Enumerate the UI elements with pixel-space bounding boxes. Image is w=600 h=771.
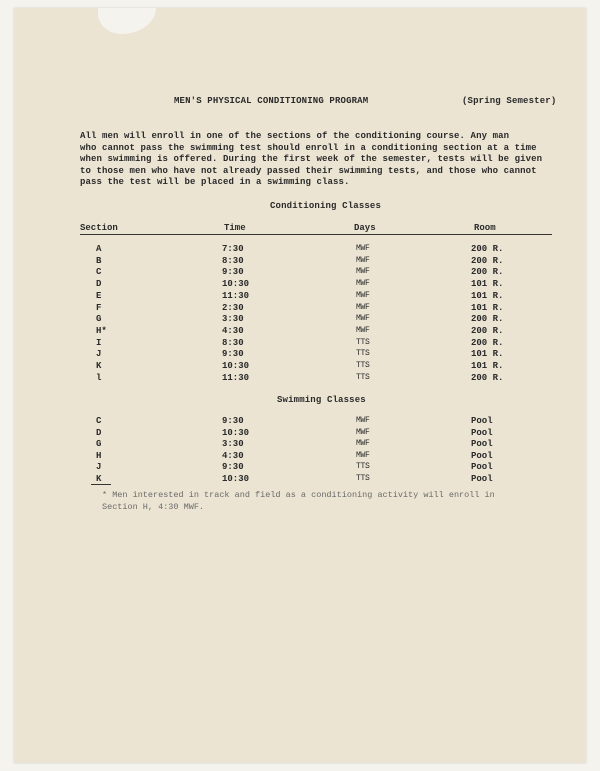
footnote-line: Section H, 4:30 MWF. bbox=[102, 502, 205, 512]
cell-section: K bbox=[96, 361, 102, 371]
cell-time: 2:30 bbox=[222, 302, 244, 313]
cell-room: 200 R. bbox=[471, 325, 504, 336]
cell-days: MWF bbox=[356, 439, 370, 448]
cell-time: 3:30 bbox=[222, 439, 244, 449]
table-row bbox=[0, 256, 600, 267]
column-header-section: Section bbox=[80, 223, 118, 233]
cell-days: TTS bbox=[356, 361, 370, 370]
column-header-time: Time bbox=[224, 223, 246, 233]
semester-label: (Spring Semester) bbox=[462, 96, 557, 106]
column-header-room: Room bbox=[474, 223, 496, 233]
cell-section: l bbox=[96, 372, 102, 383]
table-row bbox=[0, 361, 600, 372]
cell-time: 9:30 bbox=[222, 349, 244, 360]
cell-time: 10:30 bbox=[222, 473, 250, 484]
table-row bbox=[0, 279, 600, 290]
swimming-heading: Swimming Classes bbox=[277, 395, 366, 405]
cell-days: MWF bbox=[356, 279, 370, 289]
cell-days: MWF bbox=[356, 450, 370, 460]
cell-time: 11:30 bbox=[222, 372, 250, 383]
cell-time: 10:30 bbox=[222, 427, 250, 438]
table-row bbox=[0, 349, 600, 360]
cell-days: MWF bbox=[356, 314, 370, 324]
cell-section: J bbox=[96, 349, 102, 360]
cell-time: 10:30 bbox=[222, 361, 250, 371]
cell-room: 200 R. bbox=[471, 372, 504, 383]
intro-line: to those men who have not already passed their swimming tests, and those who cannot bbox=[80, 165, 537, 176]
cell-section: I bbox=[96, 337, 102, 348]
conditioning-heading: Conditioning Classes bbox=[270, 201, 382, 211]
cell-time: 10:30 bbox=[222, 279, 250, 290]
cell-time: 11:30 bbox=[222, 290, 250, 301]
cell-time: 9:30 bbox=[222, 416, 244, 426]
underline-mark bbox=[91, 484, 111, 485]
table-row bbox=[0, 474, 600, 485]
cell-room: Pool bbox=[471, 473, 493, 484]
cell-time: 9:30 bbox=[222, 462, 244, 472]
cell-time: 7:30 bbox=[222, 244, 244, 254]
cell-section: B bbox=[96, 255, 102, 266]
table-row bbox=[0, 338, 600, 349]
intro-line: when swimming is offered. During the first week of the semester, tests will be given bbox=[80, 154, 543, 165]
table-row bbox=[0, 314, 600, 325]
table-row bbox=[0, 303, 600, 314]
cell-section: D bbox=[96, 427, 102, 438]
cell-days: TTS bbox=[356, 462, 370, 471]
cell-days: MWF bbox=[356, 244, 370, 253]
cell-room: Pool bbox=[471, 462, 493, 472]
cell-days: TTS bbox=[356, 349, 370, 359]
table-row bbox=[0, 291, 600, 302]
cell-days: TTS bbox=[356, 337, 370, 347]
cell-room: 101 R. bbox=[471, 290, 504, 301]
cell-section: F bbox=[96, 302, 102, 313]
cell-time: 9:30 bbox=[222, 267, 244, 278]
table-row bbox=[0, 439, 600, 450]
cell-days: MWF bbox=[356, 267, 370, 277]
cell-days: MWF bbox=[356, 416, 370, 425]
document-title: MEN'S PHYSICAL CONDITIONING PROGRAM bbox=[174, 96, 369, 106]
cell-time: 4:30 bbox=[222, 450, 244, 461]
cell-days: MWF bbox=[356, 427, 370, 437]
intro-line: who cannot pass the swimming test should enroll in a conditioning section at a time bbox=[80, 142, 537, 153]
intro-paragraph bbox=[80, 131, 560, 189]
cell-room: Pool bbox=[471, 439, 493, 449]
cell-time: 3:30 bbox=[222, 314, 244, 325]
table-row bbox=[0, 462, 600, 473]
cell-section: E bbox=[96, 290, 102, 301]
table-row bbox=[0, 416, 600, 427]
cell-room: 200 R. bbox=[471, 314, 504, 325]
cell-room: 101 R. bbox=[471, 361, 504, 371]
cell-room: Pool bbox=[471, 450, 493, 461]
cell-room: 200 R. bbox=[471, 255, 504, 266]
cell-days: MWF bbox=[356, 325, 370, 335]
cell-days: MWF bbox=[356, 302, 370, 312]
cell-room: 200 R. bbox=[471, 267, 504, 278]
cell-section: H bbox=[96, 450, 102, 461]
cell-time: 4:30 bbox=[222, 325, 244, 336]
cell-time: 8:30 bbox=[222, 255, 244, 266]
column-header-days: Days bbox=[354, 223, 376, 233]
cell-room: Pool bbox=[471, 416, 493, 426]
cell-section: G bbox=[96, 314, 102, 325]
footnote-line: * Men interested in track and field as a conditioning activity will enroll in bbox=[102, 490, 495, 500]
cell-days: TTS bbox=[356, 372, 370, 382]
cell-section: G bbox=[96, 439, 102, 449]
cell-days: TTS bbox=[356, 473, 370, 483]
cell-time: 8:30 bbox=[222, 337, 244, 348]
cell-section: K bbox=[96, 473, 102, 484]
cell-room: 101 R. bbox=[471, 349, 504, 360]
table-row bbox=[0, 326, 600, 337]
cell-section: A bbox=[96, 244, 102, 254]
cell-days: MWF bbox=[356, 255, 370, 265]
cell-section: D bbox=[96, 279, 102, 290]
cell-section: C bbox=[96, 416, 102, 426]
table-row bbox=[0, 244, 600, 255]
table-row bbox=[0, 373, 600, 384]
cell-room: 200 R. bbox=[471, 244, 504, 254]
cell-days: MWF bbox=[356, 290, 370, 300]
paper-sheet bbox=[14, 8, 586, 763]
intro-line: All men will enroll in one of the sections of the conditioning course. Any man bbox=[80, 131, 510, 141]
cell-room: 101 R. bbox=[471, 302, 504, 313]
cell-room: Pool bbox=[471, 427, 493, 438]
cell-room: 101 R. bbox=[471, 279, 504, 290]
cell-room: 200 R. bbox=[471, 337, 504, 348]
intro-line: pass the test will be placed in a swimming class. bbox=[80, 177, 350, 188]
cell-section: C bbox=[96, 267, 102, 278]
footnote bbox=[102, 489, 495, 513]
table-row bbox=[0, 451, 600, 462]
table-row bbox=[0, 267, 600, 278]
header-rule bbox=[80, 234, 552, 235]
cell-section: J bbox=[96, 462, 102, 472]
table-row bbox=[0, 428, 600, 439]
cell-section: H* bbox=[96, 325, 107, 336]
